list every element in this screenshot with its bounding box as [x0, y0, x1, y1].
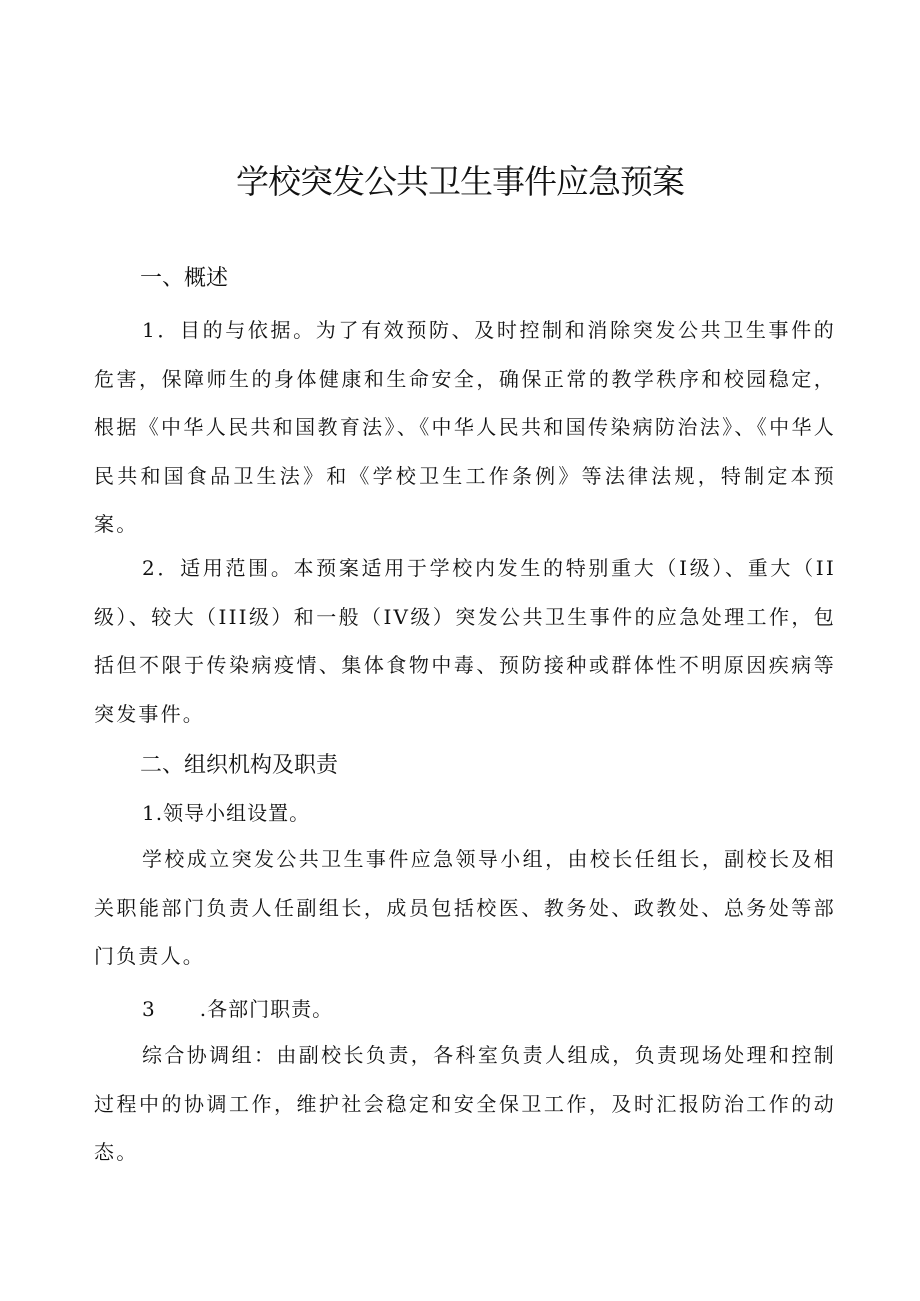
subheading-text: .各部门职责。	[199, 997, 334, 1021]
subheading-leadership-group: 1.领导小组设置。	[142, 801, 311, 825]
paragraph-scope: 2．适用范围。本预案适用于学校内发生的特别重大（I级）、重大（II级）、较大（III级）和一般（IV级）突发公共卫生事件的应急处理工作，包括但不限于传染病疫情、集体食物中毒、预防接种或群体性不明原因疾病等突发事件。	[94, 556, 836, 726]
section-heading-overview: 一、概述	[140, 266, 229, 291]
paragraph-coordination-group: 综合协调组：由副校长负责，各科室负责人组成，负责现场处理和控制过程中的协调工作，维护社会稳定和安全保卫工作，及时汇报防治工作的动态。	[94, 1043, 836, 1164]
subheading-department-duties	[142, 993, 333, 1025]
subheading-number: 3	[142, 997, 156, 1021]
paragraph-leadership-group: 学校成立突发公共卫生事件应急领导小组，由校长任组长，副校长及相关职能部门负责人任副组长，成员包括校医、教务处、政教处、总务处等部门负责人。	[94, 847, 836, 968]
document-title: 学校突发公共卫生事件应急预案	[236, 162, 684, 201]
paragraph-purpose-basis: 1．目的与依据。为了有效预防、及时控制和消除突发公共卫生事件的危害，保障师生的身体健康和生命安全，确保正常的教学秩序和校园稳定，根据《中华人民共和国教育法》、《中华人民共和国传染病防治法》、《中华人民共和国食品卫生法》和《学校卫生工作条例》等法律法规，特制定本预案。	[94, 318, 836, 536]
section-heading-organization: 二、组织机构及职责	[140, 753, 339, 778]
